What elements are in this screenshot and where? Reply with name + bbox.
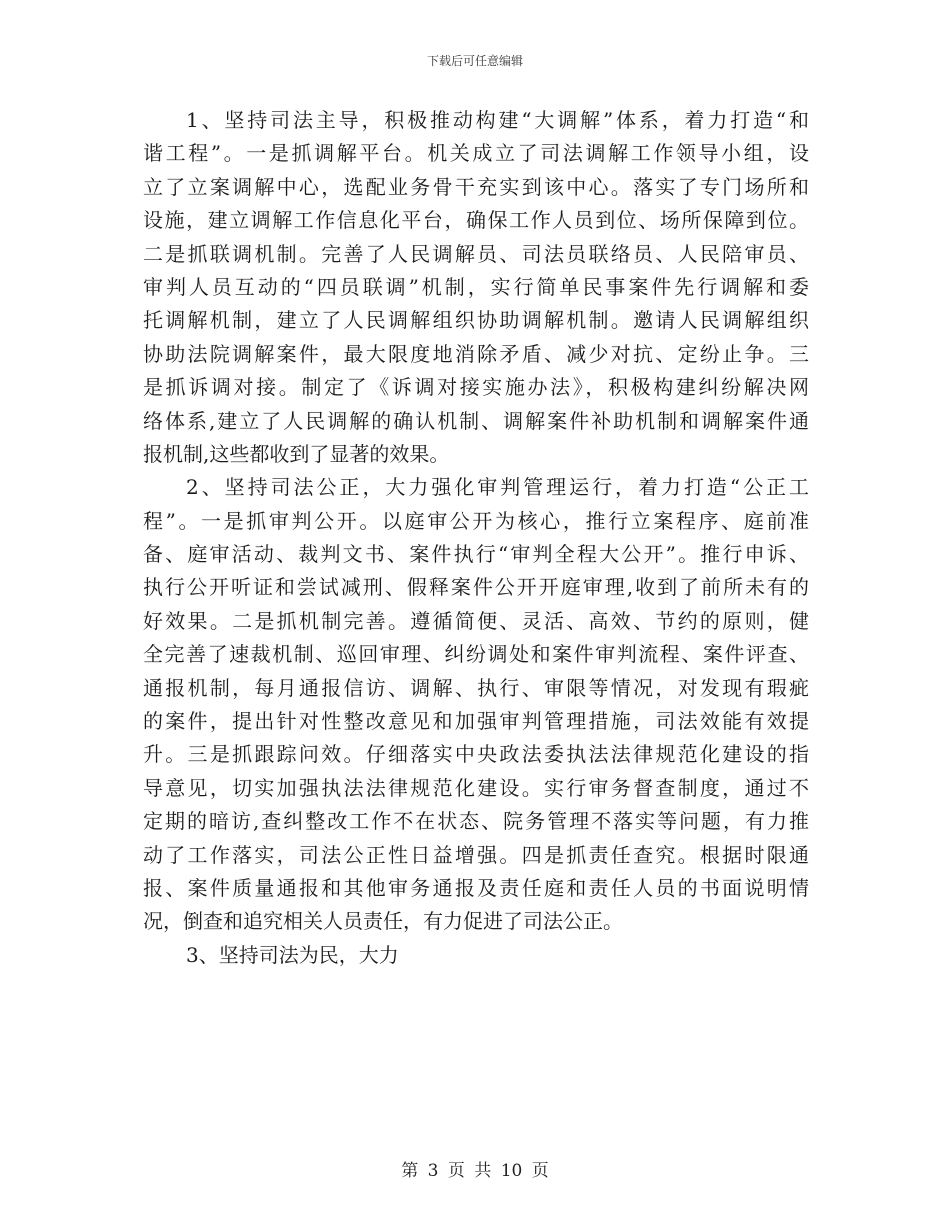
- text-line: 1、坚持司法主导，积极推动构建“大调解”体系，着力打造“和: [186, 108, 809, 132]
- text-line: 络体系,建立了人民调解的确认机制、调解案件补助机制和调解案件通: [143, 408, 809, 433]
- text-line: 谐工程”。一是抓调解平台。机关成立了司法调解工作领导小组，设: [143, 141, 809, 166]
- document-body: [143, 104, 809, 972]
- text-line: 报、案件质量通报和其他审务通报及责任庭和责任人员的书面说明情: [143, 875, 809, 900]
- text-line: 二是抓联调机制。完善了人民调解员、司法员联络员、人民陪审员、: [143, 241, 809, 266]
- text-line: 执行公开听证和尝试减刑、假释案件公开开庭审理,收到了前所未有的: [143, 575, 809, 600]
- text-line: 审判人员互动的“四员联调”机制，实行简单民事案件先行调解和委: [143, 274, 809, 299]
- text-line: 通报机制，每月通报信访、调解、执行、审限等情况，对发现有瑕疵: [143, 675, 809, 700]
- text-line: 程”。一是抓审判公开。以庭审公开为核心，推行立案程序、庭前准: [143, 508, 809, 533]
- text-line: 备、庭审活动、裁判文书、案件执行“审判全程大公开”。推行申诉、: [143, 542, 809, 567]
- text-line: 立了立案调解中心，选配业务骨干充实到该中心。落实了专门场所和: [143, 174, 809, 199]
- text-line: 定期的暗访,查纠整改工作不在状态、院务管理不落实等问题，有力推: [143, 809, 809, 834]
- page-footer: 第 3 页 共 10 页: [401, 1161, 549, 1181]
- text-line: 设施，建立调解工作信息化平台，确保工作人员到位、场所保障到位。: [143, 208, 809, 233]
- text-line: 2、坚持司法公正，大力强化审判管理运行，着力打造“公正工: [186, 475, 809, 500]
- text-line: 况，倒查和追究相关人员责任，有力促进了司法公正。: [143, 909, 623, 934]
- text-line: 协助法院调解案件，最大限度地消除矛盾、减少对抗、定纷止争。三: [143, 341, 809, 366]
- text-line: 好效果。二是抓机制完善。遵循简便、灵活、高效、节约的原则，健: [143, 608, 809, 633]
- text-line: 的案件，提出针对性整改意见和加强审判管理措施，司法效能有效提: [143, 709, 809, 734]
- text-line: 全完善了速裁机制、巡回审理、纠纷调处和案件审判流程、案件评查、: [143, 642, 809, 667]
- text-line: 升。三是抓跟踪问效。仔细落实中央政法委执法法律规范化建设的指: [143, 742, 809, 767]
- text-line: 3、坚持司法为民，大力: [186, 942, 399, 967]
- text-line: 托调解机制，建立了人民调解组织协助调解机制。邀请人民调解组织: [143, 308, 809, 333]
- text-line: 导意见，切实加强执法法律规范化建设。实行审务督查制度，通过不: [143, 775, 809, 800]
- text-line: 是抓诉调对接。制定了《诉调对接实施办法》，积极构建纠纷解决网: [143, 375, 809, 400]
- page-header: 下载后可任意编辑: [426, 54, 523, 68]
- text-line: 动了工作落实，司法公正性日益增强。四是抓责任查究。根据时限通: [143, 842, 809, 867]
- text-line: 报机制,这些都收到了显著的效果。: [143, 441, 450, 466]
